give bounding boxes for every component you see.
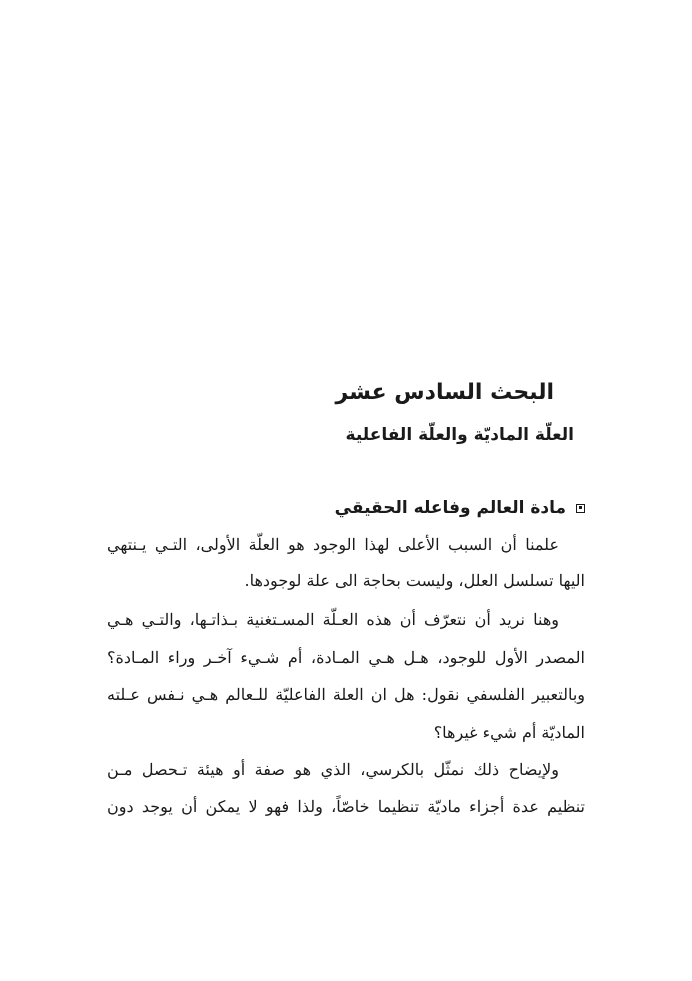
body-text [107,528,585,828]
square-bullet-icon [576,504,585,513]
paragraph-line: وبالتعبير الفلسفي نقول: هل ان العلة الفاعليّة للـعالم هـي نـفس عـلته [107,685,585,704]
chapter-title: البحث السادس عشر [335,380,554,405]
paragraph-line: ولإيضاح ذلك نمثّل بالكرسي، الذي هو صفة أو هيئة تـحصل مـن [107,760,559,779]
paragraph-line: وهنا نريد أن نتعرّف أن هذه العـلّة المسـتغنية بـذاتـها، والتـي هـي [107,610,559,629]
section-heading [335,496,585,520]
paragraph-line: اليها تسلسل العلل، وليست بحاجة الى علة لوجودها. [244,571,585,590]
section-heading-text: مادة العالم وفاعله الحقيقي [334,498,566,518]
paragraph-line: تنظيم عدة أجزاء ماديّة تنظيما خاصّاً، ولذا فهو لا يمكن أن يوجد دون [107,797,585,816]
chapter-subtitle: العلّة الماديّة والعلّة الفاعلية [345,425,574,445]
paragraph-line: علمنا أن السبب الأعلى لهذا الوجود هو العلّة الأولى، التـي يـنتهي [107,535,559,554]
paragraph-line: المصدر الأول للوجود، هـل هـي المـادة، أم شـيء آخـر وراء المـادة؟ [107,648,585,667]
paragraph-line: الماديّة أم شيء غيرها؟ [433,723,585,742]
